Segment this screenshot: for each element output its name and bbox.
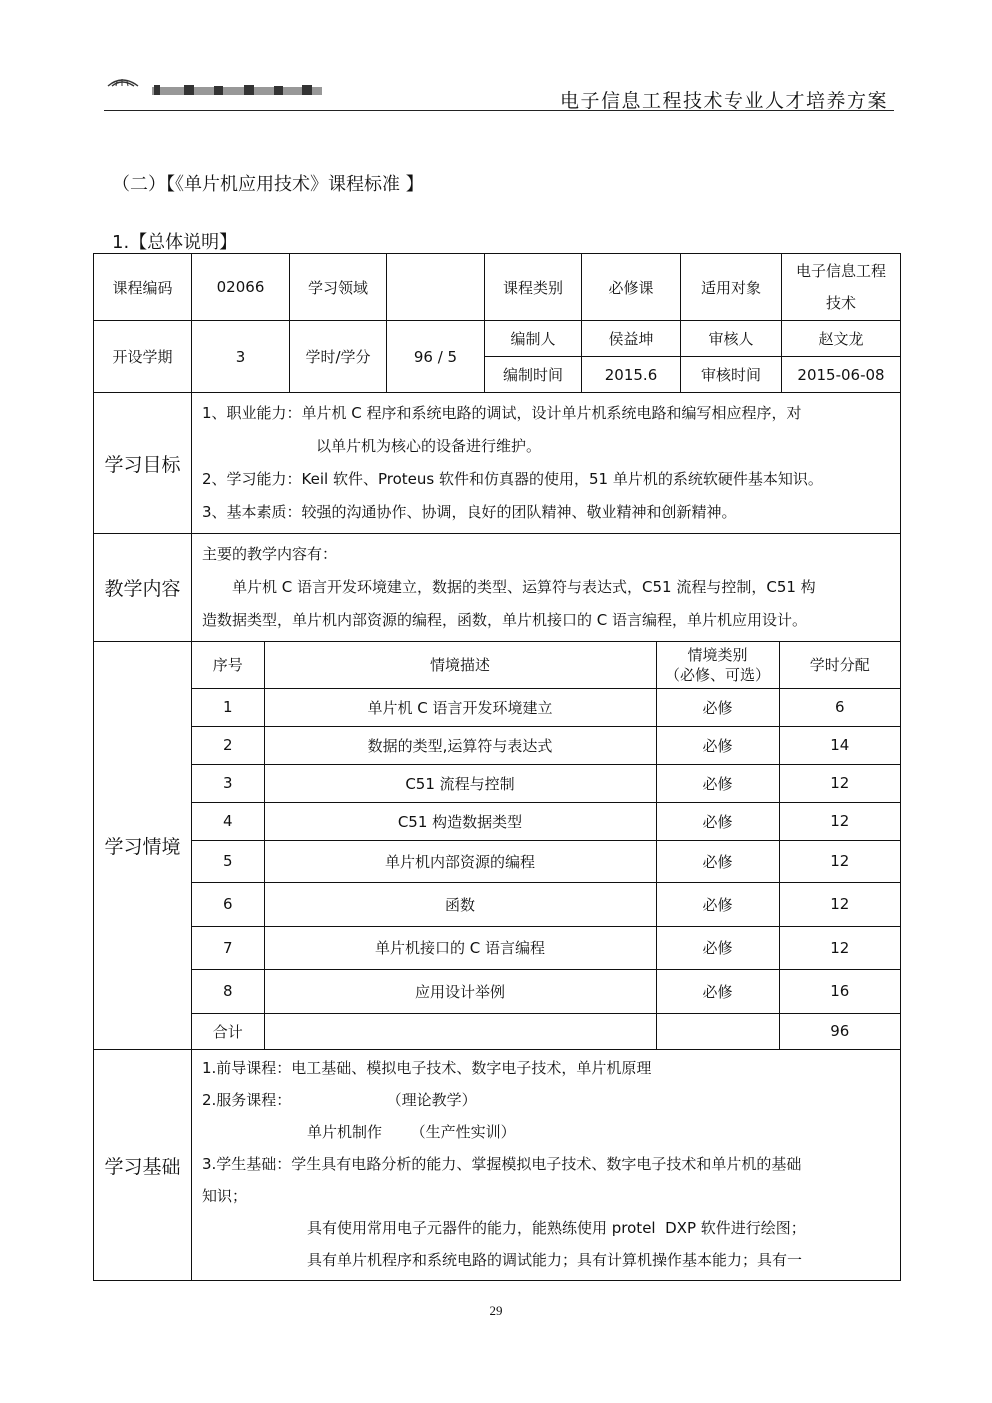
row-type: 必修 [656, 802, 779, 840]
content-line-2: 单片机 C 语言开发环境建立，数据的类型、运算符与表达式，C51 流程与控制，C51 构 [232, 578, 816, 596]
row-desc: C51 构造数据类型 [264, 802, 656, 840]
row-no: 5 [192, 840, 264, 882]
target-value [782, 254, 901, 321]
col-header-desc: 情境描述 [264, 642, 656, 688]
row-hours: 16 [779, 969, 900, 1013]
review-date-value: 2015-06-08 [782, 357, 901, 393]
col-header-no: 序号 [192, 642, 264, 688]
course-code-label: 课程编码 [94, 254, 192, 321]
author-label: 编制人 [485, 321, 582, 357]
table-row [192, 764, 900, 802]
row-no: 2 [192, 726, 264, 764]
author-value: 侯益坤 [582, 321, 681, 357]
row-desc: 数据的类型,运算符与表达式 [264, 726, 656, 764]
total-hours: 96 [779, 1013, 900, 1049]
target-label: 适用对象 [681, 254, 782, 321]
sub-title: 1.【总体说明】 [112, 232, 238, 253]
row-hours: 12 [779, 882, 900, 926]
basis-line-2: 2.服务课程： （理论教学） [202, 1091, 477, 1109]
row-type: 必修 [656, 688, 779, 726]
row-desc: 应用设计举例 [264, 969, 656, 1013]
table-row [192, 840, 900, 882]
row-type: 必修 [656, 969, 779, 1013]
field-value [387, 254, 485, 321]
header-title: 电子信息工程技术专业人才培养方案 [559, 90, 888, 112]
total-type [656, 1013, 779, 1049]
field-label: 学习领域 [290, 254, 387, 321]
row-desc: 单片机内部资源的编程 [264, 840, 656, 882]
goal-line-2: 以单片机为核心的设备进行维护。 [316, 437, 542, 455]
section-title: （二）【《单片机应用技术》课程标准 】 [112, 174, 424, 195]
category-value: 必修课 [582, 254, 681, 321]
row-type: 必修 [656, 726, 779, 764]
table-row [192, 688, 900, 726]
row-desc: 单片机接口的 C 语言编程 [264, 926, 656, 969]
date-label: 编制时间 [485, 357, 582, 393]
course-standard-table [93, 253, 901, 1281]
semester-value: 3 [192, 321, 290, 393]
goal-line-4: 3、基本素质：较强的沟通协作、协调，良好的团队精神、敬业精神和创新精神。 [202, 503, 737, 521]
goals-label: 学习目标 [94, 393, 192, 534]
row-no: 1 [192, 688, 264, 726]
content-label: 教学内容 [94, 534, 192, 642]
row-desc: C51 流程与控制 [264, 764, 656, 802]
row-hours: 12 [779, 840, 900, 882]
basis-content [192, 1050, 901, 1281]
row-hours: 12 [779, 926, 900, 969]
row-desc: 函数 [264, 882, 656, 926]
row-type: 必修 [656, 764, 779, 802]
table-row [192, 882, 900, 926]
row-hours: 6 [779, 688, 900, 726]
total-row [192, 1013, 900, 1049]
table-row [192, 802, 900, 840]
goal-line-3: 2、学习能力：Keil 软件、Proteus 软件和仿真器的使用，51 单片机的系统软硬件基本知识。 [202, 470, 823, 488]
basis-line-5: 知识； [202, 1187, 248, 1205]
row-type: 必修 [656, 882, 779, 926]
row-hours: 14 [779, 726, 900, 764]
basis-line-3: 单片机制作 （生产性实训） [307, 1123, 516, 1141]
col-header-type-line2: （必修、可选） [664, 665, 770, 684]
basis-line-7: 具有单片机程序和系统电路的调试能力；具有计算机操作基本能力；具有一 [307, 1251, 803, 1269]
date-value: 2015.6 [582, 357, 681, 393]
basis-line-1: 1.前导课程：电工基础、模拟电子技术、数字电子技术，单片机原理 [202, 1059, 652, 1077]
review-date-label: 审核时间 [681, 357, 782, 393]
reviewer-label: 审核人 [681, 321, 782, 357]
table-row [192, 726, 900, 764]
goals-content [192, 393, 901, 534]
page-header [104, 70, 894, 111]
table-row [192, 969, 900, 1013]
row-no: 6 [192, 882, 264, 926]
basis-line-4: 3.学生基础：学生具有电路分析的能力、掌握模拟电子技术、数字电子技术和单片机的基础 [202, 1155, 802, 1173]
situations-cell [192, 642, 901, 1050]
course-code: 02066 [192, 254, 290, 321]
row-no: 7 [192, 926, 264, 969]
row-hours: 12 [779, 764, 900, 802]
semester-label: 开设学期 [94, 321, 192, 393]
teaching-content [192, 534, 901, 642]
reviewer-value: 赵文龙 [782, 321, 901, 357]
row-hours: 12 [779, 802, 900, 840]
col-header-hours: 学时分配 [779, 642, 900, 688]
row-desc: 单片机 C 语言开发环境建立 [264, 688, 656, 726]
content-line-1: 主要的教学内容有： [202, 545, 338, 563]
row-no: 8 [192, 969, 264, 1013]
goal-line-1: 1、职业能力：单片机 C 程序和系统电路的调试，设计单片机系统电路和编写相应程序，对 [202, 404, 802, 422]
category-label: 课程类别 [485, 254, 582, 321]
situations-label: 学习情境 [94, 642, 192, 1050]
basis-label: 学习基础 [94, 1050, 192, 1281]
hours-label: 学时/学分 [290, 321, 387, 393]
hours-value: 96 / 5 [387, 321, 485, 393]
col-header-type [656, 642, 779, 688]
col-header-type-line1: 情境类别 [687, 645, 748, 664]
total-label: 合计 [192, 1013, 264, 1049]
row-type: 必修 [656, 840, 779, 882]
row-type: 必修 [656, 926, 779, 969]
row-no: 4 [192, 802, 264, 840]
row-no: 3 [192, 764, 264, 802]
school-logo [104, 70, 334, 98]
page-number: 29 [489, 1303, 503, 1318]
table-row [192, 926, 900, 969]
target-text: 电子信息工程技术 [795, 262, 886, 312]
situations-table [192, 642, 900, 1049]
content-line-3: 造数据类型，单片机内部资源的编程，函数，单片机接口的 C 语言编程，单片机应用设计。 [202, 611, 808, 629]
basis-line-6: 具有使用常用电子元器件的能力，能熟练使用 protel DXP 软件进行绘图； [307, 1219, 806, 1237]
total-desc [264, 1013, 656, 1049]
